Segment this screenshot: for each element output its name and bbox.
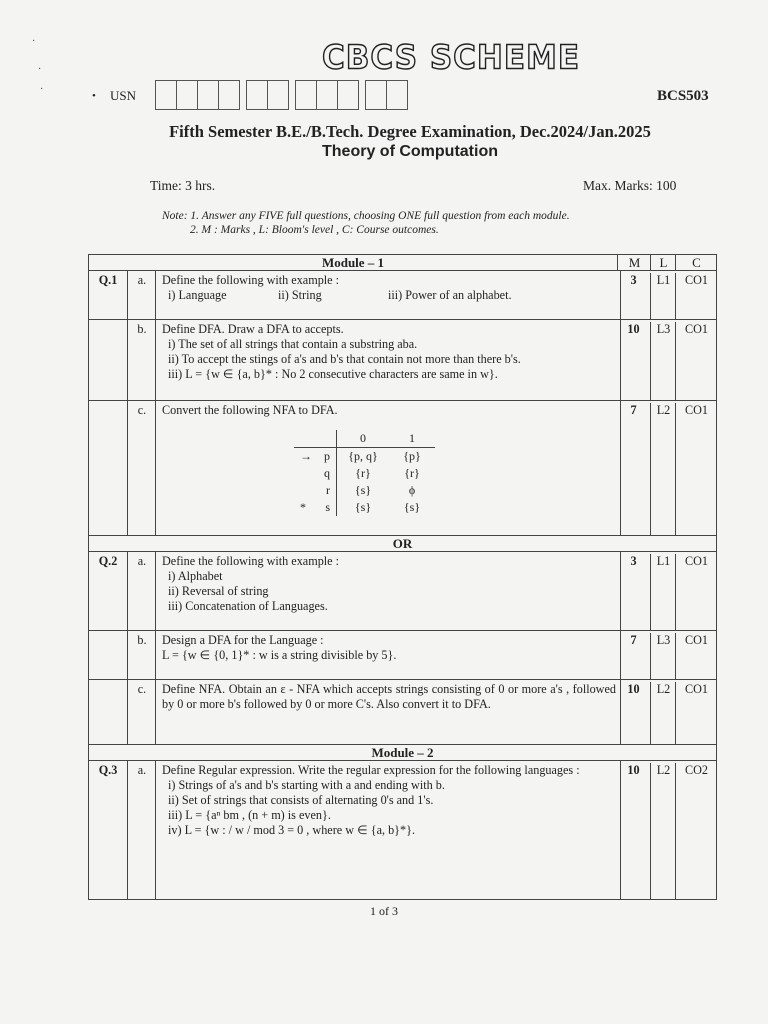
scan-mark: · (38, 64, 42, 75)
marks-value: 10 (627, 322, 640, 336)
question-row (89, 760, 716, 900)
question-text (155, 552, 621, 630)
question-item: iii) L = {w ∈ {a, b}* : No 2 consecutive characters are same in w}. (168, 367, 498, 381)
question-text (155, 761, 621, 899)
question-item: ii) To accept the stings of a's and b's that contain not more than there b's. (168, 352, 521, 366)
question-text (155, 680, 621, 744)
module-2-header (89, 744, 716, 760)
nfa-state: p (318, 448, 337, 466)
question-line: Define the following with example : (162, 554, 340, 568)
question-item: iv) L = {w : / w / mod 3 = 0 , where w ∈ {a, b}*}. (168, 823, 416, 837)
usn-label: USN (110, 88, 137, 103)
question-line: Define Regular expression. Write the regular expression for the following languages : (162, 763, 580, 777)
marks-value: 7 (630, 633, 637, 647)
nfa-transition: {r} (355, 466, 371, 480)
scheme-heading: CBCS SCHEME (322, 39, 581, 77)
sub-question-label: a. (127, 761, 156, 899)
note-line-1: Note: 1. Answer any FIVE full questions, choosing ONE full question from each module. (162, 210, 570, 222)
question-item: ii) Reversal of string (168, 584, 269, 598)
sub-question-label: b. (127, 320, 156, 400)
time-label: Time: 3 hrs. (150, 178, 216, 193)
question-item: ii) Set of strings that consists of alternating 0's and 1's. (168, 793, 434, 807)
level-value: L1 (650, 273, 676, 319)
state-mark (294, 465, 318, 482)
question-row (89, 679, 716, 744)
question-row (89, 551, 716, 630)
question-line: L = {w ∈ {0, 1}* : w is a string divisible by 5}. (162, 648, 397, 662)
nfa-state: s (318, 499, 337, 516)
level-value: L2 (650, 403, 676, 535)
marks-value: 3 (630, 273, 637, 287)
subject-title: Theory of Computation (322, 143, 498, 160)
subject-code: BCS503 (657, 88, 709, 104)
question-row (89, 630, 716, 679)
question-table (88, 254, 717, 900)
nfa-header-0: 0 (337, 430, 390, 448)
marks-value: 10 (627, 763, 640, 777)
question-item: iii) Concatenation of Languages. (168, 599, 328, 613)
question-line: Define the following with example : (162, 273, 340, 287)
sub-question-label: c. (127, 401, 156, 535)
option-item: iii) Power of an alphabet. (388, 288, 512, 302)
option-item: i) Language (168, 288, 227, 302)
co-value: CO1 (675, 273, 717, 319)
marks-value: 3 (630, 554, 637, 568)
question-line: Convert the following NFA to DFA. (162, 403, 338, 417)
nfa-header-1: 1 (389, 430, 435, 448)
level-value: L2 (650, 682, 676, 744)
co-value: CO1 (675, 554, 717, 630)
nfa-transition: {s} (403, 500, 421, 514)
nfa-transition: ϕ (408, 483, 416, 497)
question-number: Q.1 (98, 273, 118, 287)
question-row (89, 270, 716, 319)
nfa-state: q (318, 465, 337, 482)
state-mark (294, 482, 318, 499)
co-value: CO1 (675, 633, 717, 679)
question-number: Q.3 (98, 763, 118, 777)
column-header-marks: M (617, 255, 651, 270)
question-line: Define NFA. Obtain an ε - NFA which accepts strings consisting of 0 or more a's , followed by 0 or more b's followed by 0 or more C's. Also convert it to DFA. (162, 682, 616, 711)
level-value: L2 (650, 763, 676, 899)
level-value: L1 (650, 554, 676, 630)
module-1-header (89, 254, 716, 270)
module-2-title: Module – 2 (371, 745, 434, 760)
nfa-transition: {p} (403, 449, 421, 463)
scan-mark: · (40, 84, 44, 95)
question-text (155, 320, 621, 400)
or-separator: OR (89, 535, 716, 551)
bullet-mark: • (92, 90, 96, 102)
question-row (89, 400, 716, 535)
question-item: i) The set of all strings that contain a substring aba. (168, 337, 418, 351)
question-number: Q.2 (98, 554, 118, 568)
nfa-transition: {s} (354, 500, 372, 514)
question-line: Define DFA. Draw a DFA to accepts. (162, 322, 344, 336)
nfa-transition: {r} (404, 466, 420, 480)
usn-boxes (155, 80, 407, 110)
question-line: Design a DFA for the Language : (162, 633, 324, 647)
sub-question-label: b. (127, 631, 156, 679)
page-number: 1 of 3 (370, 904, 398, 918)
note-line-2: 2. M : Marks , L: Bloom's level , C: Course outcomes. (190, 224, 439, 236)
sub-question-label: a. (127, 271, 156, 319)
level-value: L3 (650, 633, 676, 679)
co-value: CO1 (675, 682, 717, 744)
instructions-note (162, 209, 570, 237)
exam-title: Fifth Semester B.E./B.Tech. Degree Examination, Dec.2024/Jan.2025 (169, 122, 651, 141)
final-state-mark: * (300, 500, 306, 514)
nfa-transition: {s} (354, 483, 372, 497)
max-marks-label: Max. Marks: 100 (583, 178, 677, 193)
question-text (155, 401, 621, 535)
marks-value: 10 (627, 682, 640, 696)
sub-question-label: a. (127, 552, 156, 630)
co-value: CO1 (675, 322, 717, 400)
question-text (155, 631, 621, 679)
module-1-title: Module – 1 (321, 255, 385, 270)
question-text (155, 271, 621, 319)
option-list (162, 288, 616, 303)
start-state-arrow: → (300, 449, 312, 463)
option-item: ii) String (278, 288, 322, 302)
sub-question-label: c. (127, 680, 156, 744)
nfa-transition: {p, q} (348, 449, 378, 463)
question-row (89, 319, 716, 400)
nfa-transition-table (294, 430, 435, 516)
co-value: CO2 (675, 763, 717, 899)
marks-value: 7 (630, 403, 637, 417)
question-item: i) Alphabet (168, 569, 223, 583)
nfa-state: r (318, 482, 337, 499)
column-header-co: C (675, 255, 717, 270)
co-value: CO1 (675, 403, 717, 535)
question-item: iii) L = {aⁿ bm , (n + m) is even}. (168, 808, 331, 822)
level-value: L3 (650, 322, 676, 400)
column-header-level: L (650, 255, 676, 270)
scan-mark: · (32, 36, 36, 47)
question-item: i) Strings of a's and b's starting with a and ending with b. (168, 778, 445, 792)
